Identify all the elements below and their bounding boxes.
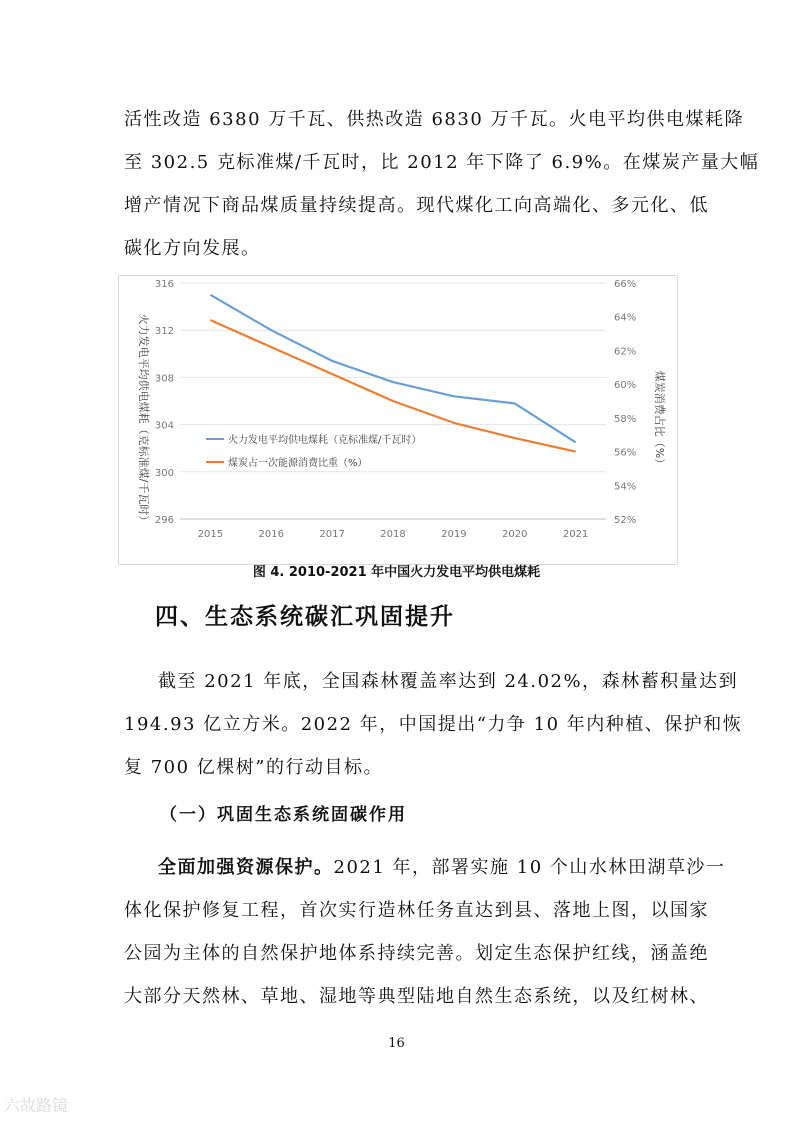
- protection-line-4: 大部分天然林、草地、湿地等典型陆地自然生态系统，以及红树林、: [124, 986, 709, 1007]
- figure-caption: 图 4. 2010-2021 年中国火力发电平均供电煤耗: [252, 565, 541, 580]
- left-tick-label: 300: [154, 467, 174, 479]
- protection-paragraph: [124, 846, 726, 1018]
- intro-line-2: 至 302.5 克标准煤/千瓦时，比 2012 年下降了 6.9%。在煤炭产量大幅: [124, 152, 760, 173]
- right-tick-label: 52%: [614, 515, 637, 526]
- left-axis-title: 火力发电平均供电煤耗（克标准煤/千瓦时）: [137, 313, 150, 527]
- intro-line-1: 活性改造 6380 万千瓦、供热改造 6830 万千瓦。火电平均供电煤耗降: [124, 109, 745, 130]
- forest-line-3: 复 700 亿棵树”的行动目标。: [124, 757, 384, 778]
- right-tick-label: 60%: [614, 380, 637, 392]
- series-line-coal-share: [210, 320, 575, 452]
- forest-paragraph: [124, 660, 743, 789]
- right-tick-label: 66%: [614, 279, 637, 290]
- left-tick-label: 304: [154, 420, 174, 432]
- x-tick-label: 2017: [319, 529, 345, 540]
- page-number: 16: [388, 1036, 405, 1051]
- chart-border: [119, 276, 678, 565]
- right-tick-label: 58%: [614, 413, 637, 425]
- section-title: 四、生态系统碳汇巩固提升: [155, 604, 455, 630]
- intro-paragraph: [124, 98, 760, 270]
- intro-line-3: 增产情况下商品煤质量持续提高。现代煤化工向高端化、多元化、低: [124, 195, 709, 216]
- left-tick-label: 316: [154, 279, 174, 290]
- intro-line-4: 碳化方向发展。: [124, 238, 261, 259]
- x-tick-label: 2020: [501, 529, 528, 540]
- x-tick-label: 2019: [441, 529, 467, 540]
- forest-line-2: 194.93 亿立方米。2022 年，中国提出“力争 10 年内种植、保护和恢: [124, 714, 743, 735]
- protection-line-1-rest: 2021 年，部署实施 10 个山水林田湖草沙一: [333, 857, 726, 878]
- coal-consumption-chart: [118, 275, 678, 565]
- watermark: 六故路镜: [4, 1096, 69, 1115]
- protection-line-3: 公园为主体的自然保护地体系持续完善。划定生态保护红线，涵盖绝: [124, 943, 709, 964]
- right-tick-label: 64%: [614, 312, 637, 324]
- legend-label-coal-rate: 火力发电平均供电煤耗（克标准煤/千瓦时）: [228, 435, 422, 446]
- right-axis-ticks: [614, 279, 636, 526]
- right-tick-label: 54%: [614, 481, 637, 493]
- chart-legend: [206, 433, 421, 469]
- legend-label-coal-share: 煤炭占一次能源消费比重（%）: [228, 458, 368, 469]
- series-line-coal-rate: [210, 295, 575, 443]
- protection-line-1: [124, 846, 726, 889]
- forest-line-1: 截至 2021 年底，全国森林覆盖率达到 24.02%，森林蓄积量达到: [158, 671, 739, 692]
- x-tick-label: 2018: [380, 529, 406, 540]
- x-axis-ticks: [198, 529, 589, 540]
- right-axis-title: 煤炭消费占比（%）: [653, 370, 666, 470]
- x-tick-label: 2016: [258, 529, 285, 540]
- chart-series: [210, 295, 575, 452]
- x-tick-label: 2015: [197, 529, 224, 540]
- right-tick-label: 62%: [614, 346, 637, 358]
- left-tick-label: 296: [154, 515, 174, 526]
- left-tick-label: 312: [154, 326, 174, 338]
- right-tick-label: 56%: [614, 447, 637, 459]
- subsection-title: （一）巩固生态系统固碳作用: [160, 805, 407, 825]
- left-tick-label: 308: [154, 373, 174, 385]
- left-axis-ticks: [155, 279, 174, 526]
- protection-lead: 全面加强资源保护。: [158, 857, 334, 878]
- x-tick-label: 2021: [562, 529, 589, 540]
- protection-line-2: 体化保护修复工程，首次实行造林任务直达到县、落地上图，以国家: [124, 900, 709, 921]
